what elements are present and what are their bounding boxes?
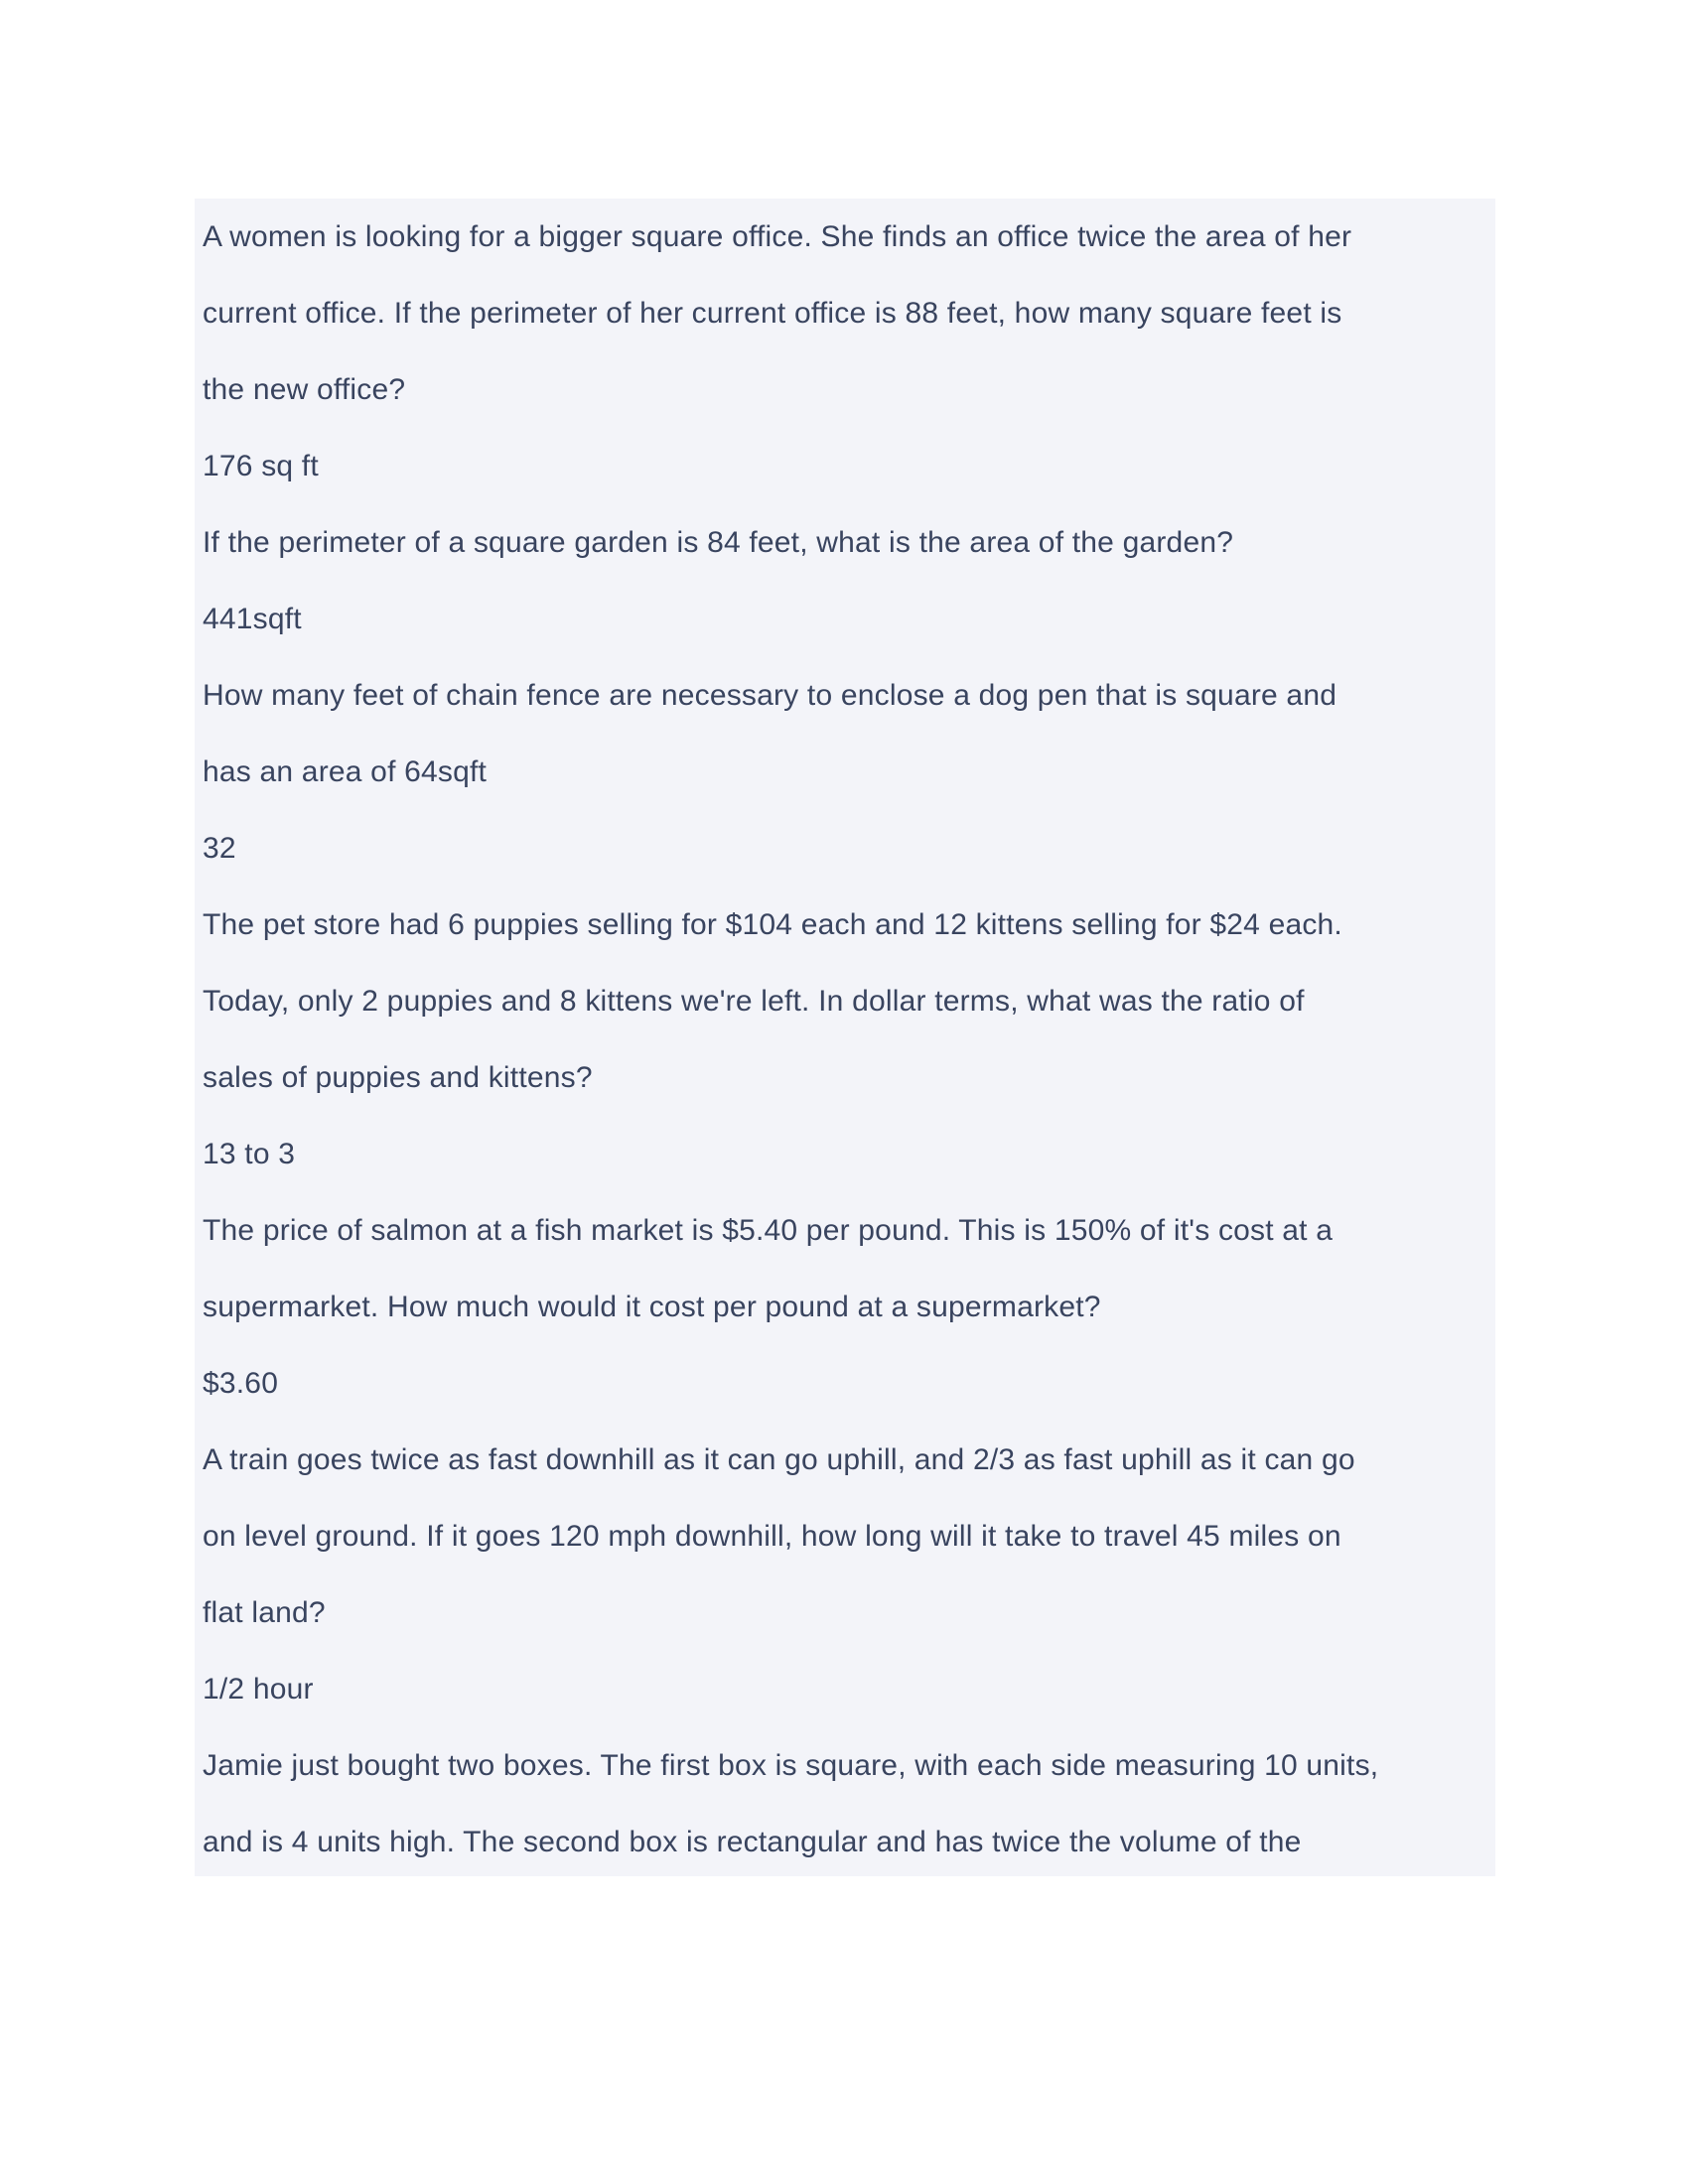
text-line: If the perimeter of a square garden is 84 feet, what is the area of the garden?	[203, 526, 1234, 559]
text-line: supermarket. How much would it cost per pound at a supermarket?	[203, 1291, 1101, 1323]
text-line: A women is looking for a bigger square office. She finds an office twice the area of her	[203, 220, 1352, 253]
answer-line: 13 to 3	[203, 1138, 296, 1170]
text-line: and is 4 units high. The second box is rectangular and has twice the volume of the	[203, 1826, 1302, 1858]
text-line: A train goes twice as fast downhill as it can go uphill, and 2/3 as fast uphill as it can go	[203, 1443, 1355, 1476]
text-line: The pet store had 6 puppies selling for $104 each and 12 kittens selling for $24 each.	[203, 908, 1342, 941]
answer-line: 176 sq ft	[203, 450, 319, 482]
answer-line: 1/2 hour	[203, 1673, 314, 1706]
text-line: Today, only 2 puppies and 8 kittens we're left. In dollar terms, what was the ratio of	[203, 985, 1305, 1018]
text-line: the new office?	[203, 373, 406, 406]
answer-line: 32	[203, 832, 236, 865]
text-line: has an area of 64sqft	[203, 755, 488, 788]
text-line: on level ground. If it goes 120 mph downhill, how long will it take to travel 45 miles on	[203, 1520, 1341, 1553]
highlighted-text-block	[195, 199, 1495, 1876]
text-line: Jamie just bought two boxes. The first box is square, with each side measuring 10 units,	[203, 1749, 1379, 1782]
answer-line: $3.60	[203, 1367, 279, 1400]
text-line: The price of salmon at a fish market is $5.40 per pound. This is 150% of it's cost at a	[203, 1214, 1334, 1247]
text-line: How many feet of chain fence are necessary to enclose a dog pen that is square and	[203, 679, 1337, 712]
answer-line: 441sqft	[203, 603, 302, 635]
text-line: flat land?	[203, 1596, 326, 1629]
text-line: current office. If the perimeter of her current office is 88 feet, how many square feet is	[203, 297, 1342, 330]
text-line: sales of puppies and kittens?	[203, 1061, 593, 1094]
